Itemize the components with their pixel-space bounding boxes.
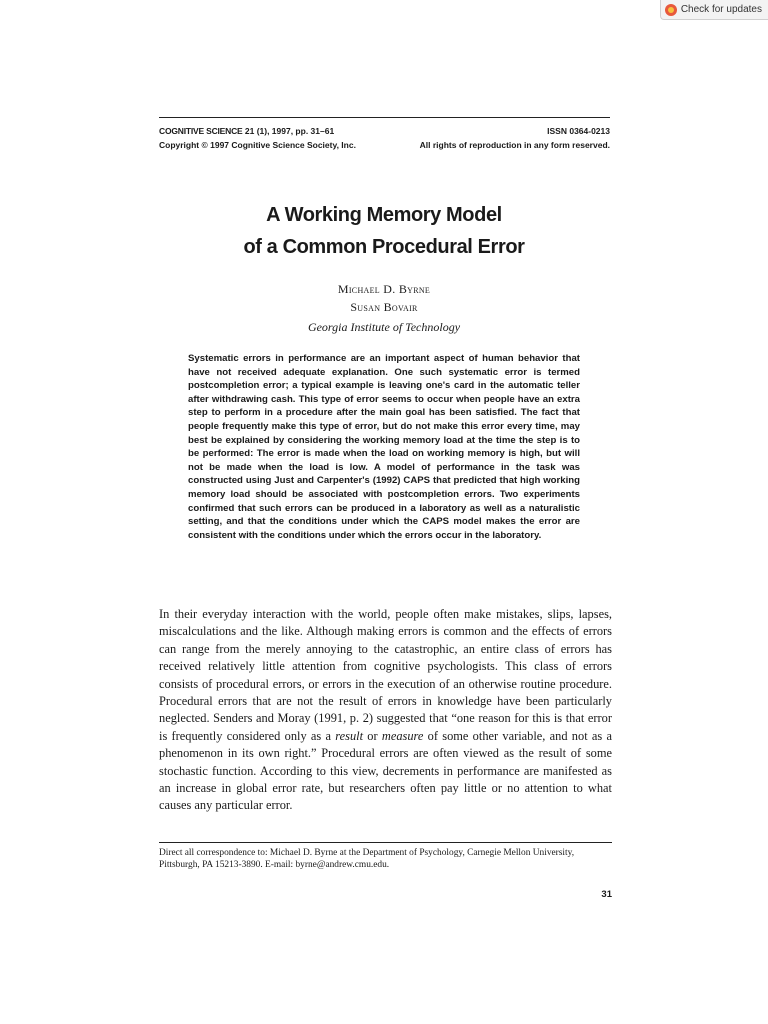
emphasis-result: result bbox=[335, 728, 364, 743]
correspondence-footnote: Direct all correspondence to: Michael D. Byrne at the Department of Psychology, Carnegie Mellon University, Pittsburgh, PA 15213-3890. E-mail: byrne@andrew.cmu.edu. bbox=[159, 842, 612, 872]
body-text-part-1: In their everyday interaction with the world, people often make mistakes, slips, lapses, miscalculations and the like. Although making errors is common and the effects of errors can range from the merely annoying to the catastrophic, an entire class of errors has received relatively little attention from cognitive psychologists. This class of errors consists of procedural errors, or errors in the execution of an otherwise routine procedure. Procedural errors that are not the result of errors in knowledge have been particularly neglected. Senders and Moray (1991, p. 2) suggested that “one reason for this is that error is frequently considered only as a bbox=[159, 607, 612, 743]
crossmark-icon bbox=[665, 4, 677, 16]
issn: ISSN 0364-0213 bbox=[547, 126, 610, 136]
journal-citation bbox=[159, 124, 334, 138]
journal-header bbox=[159, 117, 610, 152]
title-line-2: of a Common Procedural Error bbox=[243, 236, 525, 258]
body-text-part-2: of some other variable, and not as a phenomenon in its own right.” Procedural errors are often viewed as the result of some stochastic function. According to this view, decrements in performance are manifested as an increase in global error rate, but researchers often pay little or no attention to what causes any particular error. bbox=[159, 728, 612, 813]
paper-title bbox=[0, 199, 768, 263]
author-block bbox=[0, 280, 768, 336]
header-row-top bbox=[159, 124, 610, 138]
check-for-updates-label: Check for updates bbox=[680, 4, 762, 15]
page-number: 31 bbox=[601, 889, 612, 900]
emphasis-measure: measure bbox=[381, 728, 424, 743]
body-paragraph bbox=[159, 606, 612, 815]
body-text-or: or bbox=[363, 728, 382, 743]
abstract: Systematic errors in performance are an important aspect of human behavior that have not received adequate explanation. One such systematic error is termed postcompletion error; a typical example is leaving one's card in the automatic teller after withdrawing cash. This type of error seems to occur when people have an extra step to perform in a procedure after the main goal has been satisfied. The fact that people frequently make this type of error, but do not make this error every time, may best be explained by considering the working memory load at the time the step is to be performed: The error is made when the load on working memory is high, but will not be made when the load is low. A model of performance in the task was constructed using Just and Carpenter's (1992) CAPS that predicted that high working memory load should be associated with postcompletion errors. Two experiments confirmed that such errors can be produced in a laboratory as well as a naturalistic setting, and that the conditions under which the CAPS model makes the error are consistent with the conditions under which the errors occur in the laboratory. bbox=[188, 353, 580, 541]
author-2: Susan Bovair bbox=[350, 300, 418, 314]
journal-name: COGNITIVE SCIENCE bbox=[159, 126, 243, 136]
rights-notice: All rights of reproduction in any form reserved. bbox=[419, 140, 610, 150]
volume-issue-pages: 21 (1), 1997, pp. 31–61 bbox=[242, 126, 335, 136]
author-1: Michael D. Byrne bbox=[337, 282, 431, 296]
copyright-notice: Copyright © 1997 Cognitive Science Society, Inc. bbox=[159, 140, 356, 150]
title-line-1: A Working Memory Model bbox=[266, 204, 502, 226]
header-row-bottom bbox=[159, 138, 610, 152]
affiliation: Georgia Institute of Technology bbox=[307, 320, 461, 334]
check-for-updates-button[interactable] bbox=[660, 0, 768, 20]
